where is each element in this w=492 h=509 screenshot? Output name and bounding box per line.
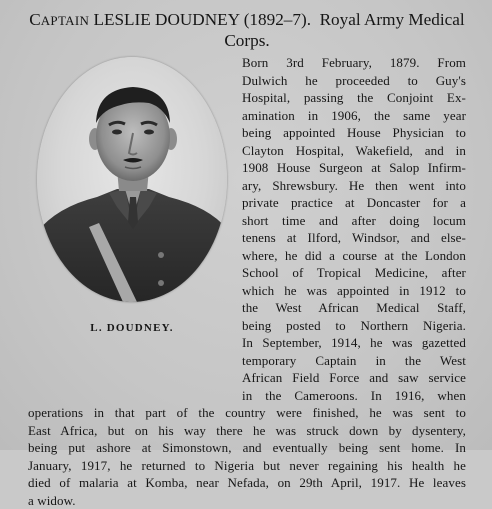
bio-line: In September, 1914, he was gazetted xyxy=(242,334,466,352)
bio-line: tenens at Ilford, Windsor, and else- xyxy=(242,229,466,247)
bio-line: ary, Shrewsbury. He then went into xyxy=(242,177,466,195)
bio-line: being appointed House Physician to xyxy=(242,124,466,142)
bio-line: a widow. xyxy=(28,492,466,509)
bio-line: being posted to Northern Nigeria. xyxy=(242,317,466,335)
bio-line: being put ashore at Simonstown, and eventually being sent home. In xyxy=(28,439,466,457)
bio-line: 1908 House Surgeon at Salop Infirm- xyxy=(242,159,466,177)
bio-line: where, he did a course at the London xyxy=(242,247,466,265)
bio-line: amination in 1906, the same year xyxy=(242,107,466,125)
unit-line-2: Corps. xyxy=(224,31,269,50)
heading-line-1 xyxy=(6,10,488,31)
rank-first-letter: C xyxy=(29,10,40,29)
bio-line: the West African Medical Staff, xyxy=(242,299,466,317)
bio-line: died of malaria at Komba, near Nefada, on 29th April, 1917. He leaves xyxy=(28,474,466,492)
bio-line: January, 1917, he returned to Nigeria but never regaining his health he xyxy=(28,457,466,475)
bio-line: School of Tropical Medicine, after xyxy=(242,264,466,282)
unit-line-1: Royal Army Medical xyxy=(320,10,465,29)
officer-name: LESLIE DOUDNEY xyxy=(93,10,239,29)
biography-text xyxy=(28,54,466,509)
bio-line: African Field Force and saw service xyxy=(242,369,466,387)
bio-line: Hospital, passing the Conjoint Ex- xyxy=(242,89,466,107)
heading-line-2 xyxy=(6,31,488,51)
bio-line: Clayton Hospital, Wakefield, and in xyxy=(242,142,466,160)
bio-line: in the Cameroons. In 1916, when xyxy=(242,387,466,405)
bio-line: operations in that part of the country were finished, he was sent to xyxy=(28,404,466,422)
bio-line: private practice at Doncaster for a xyxy=(242,194,466,212)
bio-line: Born 3rd February, 1879. From xyxy=(242,54,466,72)
bio-line: short time and after doing locum xyxy=(242,212,466,230)
bio-line: temporary Captain in the West xyxy=(242,352,466,370)
rank-rest: APTAIN xyxy=(41,13,89,28)
portrait-caption: L. DOUDNEY. xyxy=(37,322,227,334)
bio-line: which he was appointed in 1912 to xyxy=(242,282,466,300)
bio-line: Dulwich he proceeded to Guy's xyxy=(242,72,466,90)
bio-line: East Africa, but on his way there he was struck down by dysentery, xyxy=(28,422,466,440)
entry-heading xyxy=(6,10,488,51)
school-dates: (1892–7). xyxy=(244,10,311,29)
